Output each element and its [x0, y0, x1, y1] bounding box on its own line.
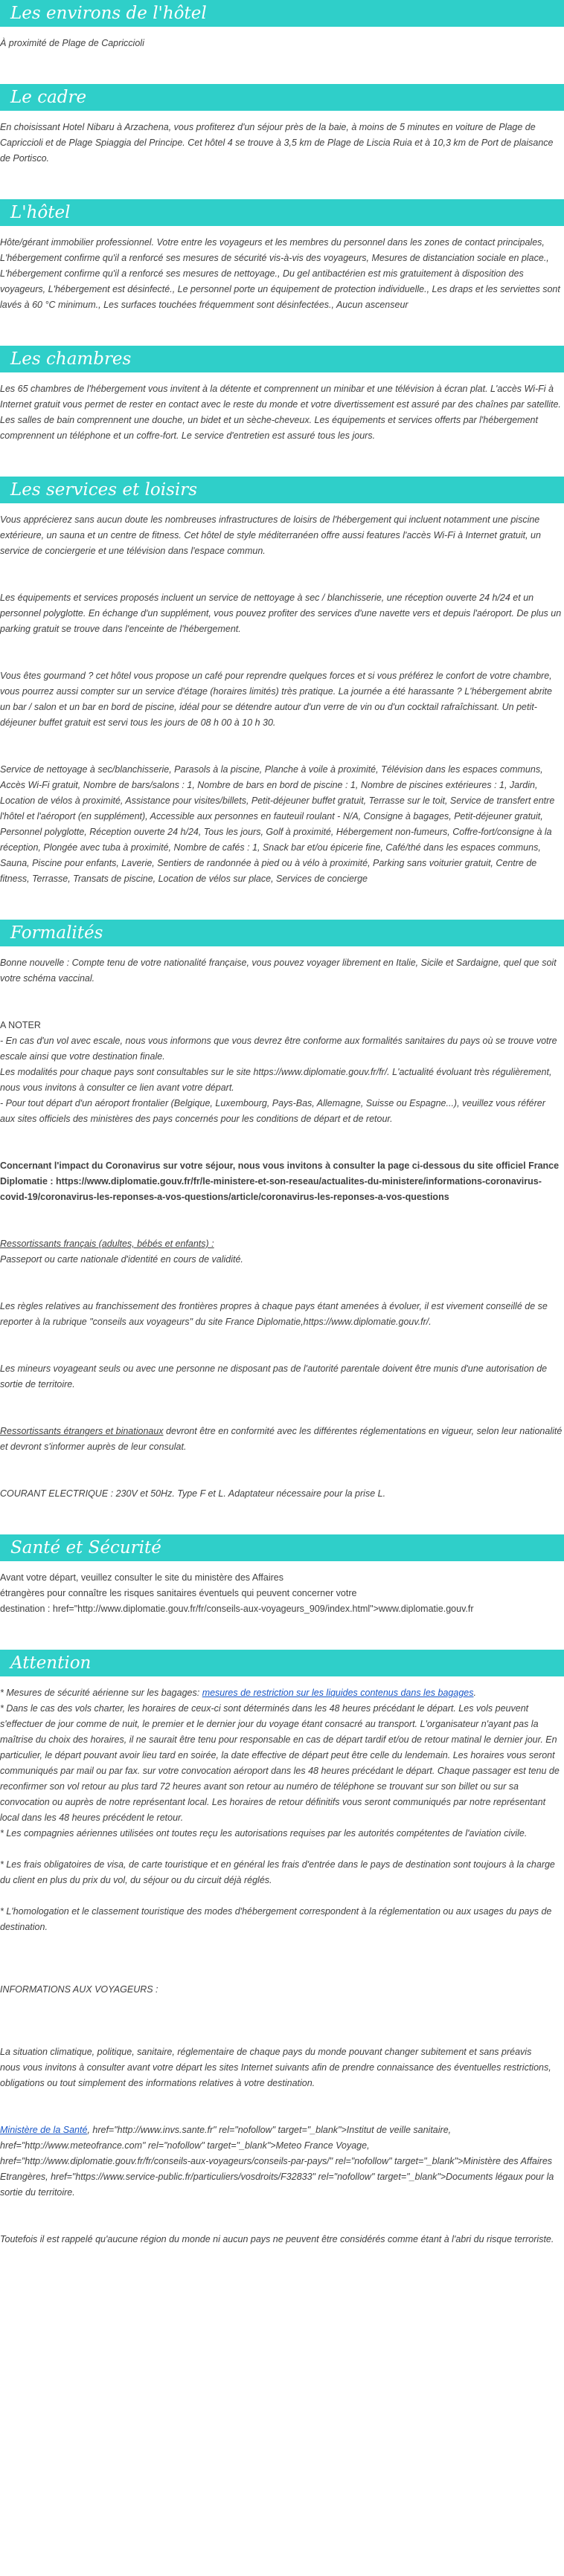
attention-bullet: * Les frais obligatoires de visa, de carte touristique et en général les frais d'entrée dans le pays de destination sont toujours à la charge du client en plus du prix du vol, du séjour ou du circuit déjà réglés.	[0, 1859, 555, 1885]
section-title: Les services et loisirs	[0, 477, 564, 503]
loisirs-amenities: Service de nettoyage à sec/blanchisserie, Parasols à la piscine, Planche à voile à proximité, Télévision dans les espaces communs, Accès Wi-Fi gratuit, Nombre de bars/salons : 1, Nombre de bars en bord de piscine : 1, Nombre de piscines extérieures : 1, Jardin, Location de vélos à proximité, Assistance pour visites/billets, Petit-déjeuner buffet gratuit, Terrasse sur le toit, Service de transfert entre l'hôtel et l'aéroport (en supplément), Accessible aux personnes en fauteuil roulant - N/A, Consigne à bagages, Petit-déjeuner gratuit, Personnel polyglotte, Réception ouverte 24 h/24, Tous les jours, Golf à proximité, Hébergement non-fumeurs, Coffre-fort/consigne à la réception, Plongée avec tuba à proximité, Nombre de cafés : 1, Snack bar et/ou épicerie fine, Café/thé dans les espaces communs, Sauna, Piscine pour enfants, Laverie, Sentiers de randonnée à pied ou à vélo à proximité, Parking sans voiturier gratuit, Centre de fitness, Terrasse, Transats de piscine, Location de vélos sur place, Services de concierge	[0, 764, 555, 884]
section-loisirs	[0, 477, 564, 920]
section-sante	[0, 1534, 564, 1650]
ministries-links	[0, 2123, 563, 2201]
section-attention	[0, 1650, 564, 2280]
section-hotel	[0, 199, 564, 346]
note-text: Les modalités pour chaque pays sont consultables sur le site https://www.diplomatie.gouv.fr/fr/. L'actualité évoluant très régulièrement, nous vous invitons à consulter ce lien avant votre départ.	[0, 1067, 552, 1093]
attention-bullet-suffix: .	[473, 1688, 476, 1698]
loisirs-paragraph: Les équipements et services proposés incluent un service de nettoyage à sec / blanchisserie, une réception ouverte 24 h/24 et un personnel polyglotte. En échange d'un supplément, vous pouvez profiter des services d'une navette vers et depuis l'aéroport. De plus un parking gratuit se trouve dans l'enceinte de l'hébergement.	[0, 593, 562, 634]
power-info: COURANT ELECTRIQUE : 230V et 50Hz. Type F et L. Adaptateur nécessaire pour la prise L.	[0, 1488, 386, 1499]
hotel-text: Hôte/gérant immobilier professionnel. Votre entre les voyageurs et les membres du personnel dans les zones de contact principales, L'hébergement confirme qu'il a renforcé ses mesures de sécurité vis-à-vis des voyageurs, Mesures de distanciation sociale en place., L'hébergement confirme qu'il a renforcé ses mesures de nettoyage., Du gel antibactérien est mis gratuitement à disposition des voyageurs, L'hébergement est désinfecté., Le personnel porte un équipement de protection individuelle., Les draps et les serviettes sont lavés à 60 °C minimum., Les surfaces touchées fréquemment sont désinfectées., Aucun ascenseur	[0, 237, 560, 310]
info-voyageurs-heading: INFORMATIONS AUX VOYAGEURS :	[0, 1984, 158, 1995]
section-environs	[0, 0, 564, 84]
minors-text: Les mineurs voyageant seuls ou avec une personne ne disposant pas de l'autorité parentale doivent être munis d'une autorisation de sortie de territoire.	[0, 1363, 548, 1389]
section-chambres	[0, 346, 564, 477]
loisirs-paragraph: Vous apprécierez sans aucun doute les nombreuses infrastructures de loisirs de l'hébergement qui incluent notamment une piscine extérieure, un sauna et un centre de fitness. Cet hôtel de style méditerranéen offre aussi features l'accès Wi-Fi à Internet gratuit, un service de conciergerie et une télévision dans l'espace commun.	[0, 514, 541, 556]
foreign-nationals-text	[0, 1424, 563, 1455]
attention-bullet: * Dans le cas des vols charter, les horaires de ceux-ci sont déterminés dans les 48 heures précédant le départ. Les vols peuvent s'effectuer de jour comme de nuit, le premier et le dernier jour du voyage étant consacré au transport. L'organisateur n'ayant pas la maîtrise du choix des horaires, il ne saurait être tenu pour responsable en cas de départ tardif et/ou de retour matinal le dernier jour. En particulier, le départ pouvant avoir lieu tard en soirée, la date effective de départ peut être celle du lendemain. Les horaires vous seront communiqués par mail ou par fax. sur votre convocation aéroport dans les 48 heures précédant le départ. Chaque passager est tenu de reconfirmer son vol retour au plus tard 72 heures avant son retour au numéro de téléphone se trouvant sur son billet ou sur sa convocation ou auprès de notre représentant local. Les horaires de retour définitifs vous seront communiqués par notre représentant local dans les 48 heures précédent le retour.	[0, 1703, 560, 1823]
a-noter-label: A NOTER	[0, 1020, 41, 1030]
loisirs-paragraph: Vous êtes gourmand ? cet hôtel vous propose un café pour reprendre quelques forces et si vous préférez le confort de votre chambre, vous pourrez aussi compter sur un service d'étage (horaires limités) très pratique. La journée a été harassante ? L'hébergement abrite un bar / salon et un bar en bord de piscine, idéal pour se détendre autour d'un verre de vin ou d'un cocktail rafraîchissant. Un petit-déjeuner buffet gratuit est servi tous les jours de 08 h 00 à 10 h 30.	[0, 671, 552, 728]
section-title: Le cadre	[0, 84, 564, 111]
section-title: Santé et Sécurité	[0, 1534, 564, 1561]
note-text: - En cas d'un vol avec escale, nous vous informons que vous devrez être conforme aux formalités sanitaires du pays où se trouve votre escale ainsi que votre destination finale.	[0, 1036, 557, 1062]
sante-line: étrangères pour connaître les risques sanitaires éventuels qui peuvent concerner votre	[0, 1588, 357, 1598]
ministere-sante-link[interactable]: Ministère de la Santé	[0, 2125, 88, 2135]
french-nationals-text: Passeport ou carte nationale d'identité en cours de validité.	[0, 1254, 243, 1265]
attention-bullet-prefix: * Mesures de sécurité aérienne sur les bagages:	[0, 1688, 202, 1698]
section-title: L'hôtel	[0, 199, 564, 226]
ministries-links-text: , href="http://www.invs.sante.fr" rel="nofollow" target="_blank">Institut de veille sanitaire, href="http://www.meteofrance.com" rel="nofollow" target="_blank">Meteo France Voyage, href="http://www.diplomatie.gouv.fr/fr/conseils-aux-voyageurs/conseils-par-pays/" rel="nofollow" target="_blank">Ministère des Affaires Etrangères, href="https://www.service-public.fr/particuliers/vosdroits/F32833" rel="nofollow" target="_blank">Documents légaux pour la sortie du territoire.	[0, 2125, 554, 2198]
foreign-nationals-heading: Ressortissants étrangers et binationaux	[0, 1426, 164, 1436]
cadre-text: En choisissant Hotel Nibaru à Arzachena, vous profiterez d'un séjour près de la baie, à moins de 5 minutes en voiture de Plage de Capriccioli et de Plage Spiaggia del Principe. Cet hôtel 4 se trouve à 3,5 km de Plage de Liscia Ruia et à 10,3 km de Port de plaisance de Portisco.	[0, 122, 554, 164]
sante-line: Avant votre départ, veuillez consulter le site du ministère des Affaires	[0, 1572, 283, 1583]
sante-line: destination : href="http://www.diplomatie.gouv.fr/fr/conseils-aux-voyageurs_909/index.html">www.diplomatie.gouv.fr	[0, 1604, 474, 1614]
attention-bullet: * L'homologation et le classement touristique des modes d'hébergement correspondent à la réglementation ou aux usages du pays de destination.	[0, 1906, 552, 1932]
attention-bullet: * Les compagnies aériennes utilisées ont toutes reçu les autorisations requises par les autorités compétentes de l'aviation civile.	[0, 1828, 528, 1839]
formalites-intro: Bonne nouvelle : Compte tenu de votre nationalité française, vous pouvez voyager librement en Italie, Sicile et Sardaigne, quel que soit votre schéma vaccinal.	[0, 958, 557, 984]
note-text: - Pour tout départ d'un aéroport frontalier (Belgique, Luxembourg, Pays-Bas, Allemagne, Suisse ou Espagne...), veuillez vous référer aux sites officiels des ministères des pays concernés pour les conditions de départ et de retour.	[0, 1098, 545, 1124]
section-title: Formalités	[0, 920, 564, 946]
chambres-text: Les 65 chambres de l'hébergement vous invitent à la détente et comprennent un minibar et une télévision à écran plat. L'accès Wi-Fi à Internet gratuit vous permet de rester en contact avec le reste du monde et votre divertissement est assuré par des chaînes par satellite. Les salles de bain comprennent une douche, un bidet et un sèche-cheveux. Les équipements et services offerts par l'hébergement comprennent un téléphone et un coffre-fort. Le service d'entretien est assuré tous les jours.	[0, 384, 561, 441]
covid-notice: Concernant l'impact du Coronavirus sur votre séjour, nous vous invitons à consulter la page ci-dessous du site officiel France Diplomatie : https://www.diplomatie.gouv.fr/fr/le-ministere-et-son-reseau/actualites-du-ministere/informations-coronavirus-covid-19/coronavirus-les-reponses-a-vos-questions/article/coronavirus-les-reponses-a-vos-questions	[0, 1161, 560, 1202]
foreign-nationals-body: devront être en conformité avec les différentes réglementations en vigueur, selon leur nationalité et devront s'informer auprès de leur consulat.	[0, 1426, 563, 1452]
section-title: Les chambres	[0, 346, 564, 372]
section-cadre	[0, 84, 564, 199]
section-title: Attention	[0, 1650, 564, 1676]
french-nationals-heading: Ressortissants français (adultes, bébés et enfants) :	[0, 1239, 214, 1249]
attention-bullet	[0, 1685, 563, 1701]
section-formalites	[0, 920, 564, 1534]
info-voyageurs-text: La situation climatique, politique, sanitaire, réglementaire de chaque pays du monde pouvant changer subitement et sans préavis nous vous invitons à consulter avant votre départ les sites Internet suivants afin de prendre connaissance des éventuelles restrictions, obligations ou tout simplement des informations relatives à votre destination.	[0, 2047, 551, 2088]
section-title: Les environs de l'hôtel	[0, 0, 564, 27]
border-rules-text: Les règles relatives au franchissement des frontières propres à chaque pays étant amenées à évoluer, il est vivement conseillé de se reporter à la rubrique "conseils aux voyageurs" du site France Diplomatie,https://www.diplomatie.gouv.fr/.	[0, 1301, 548, 1327]
environs-text: À proximité de Plage de Capriccioli	[0, 38, 144, 48]
liquids-restriction-link[interactable]: mesures de restriction sur les liquides contenus dans les bagages	[202, 1688, 474, 1698]
terrorism-notice: Toutefois il est rappelé qu'aucune région du monde ni aucun pays ne peuvent être considérés comme étant à l'abri du risque terroriste.	[0, 2234, 554, 2244]
